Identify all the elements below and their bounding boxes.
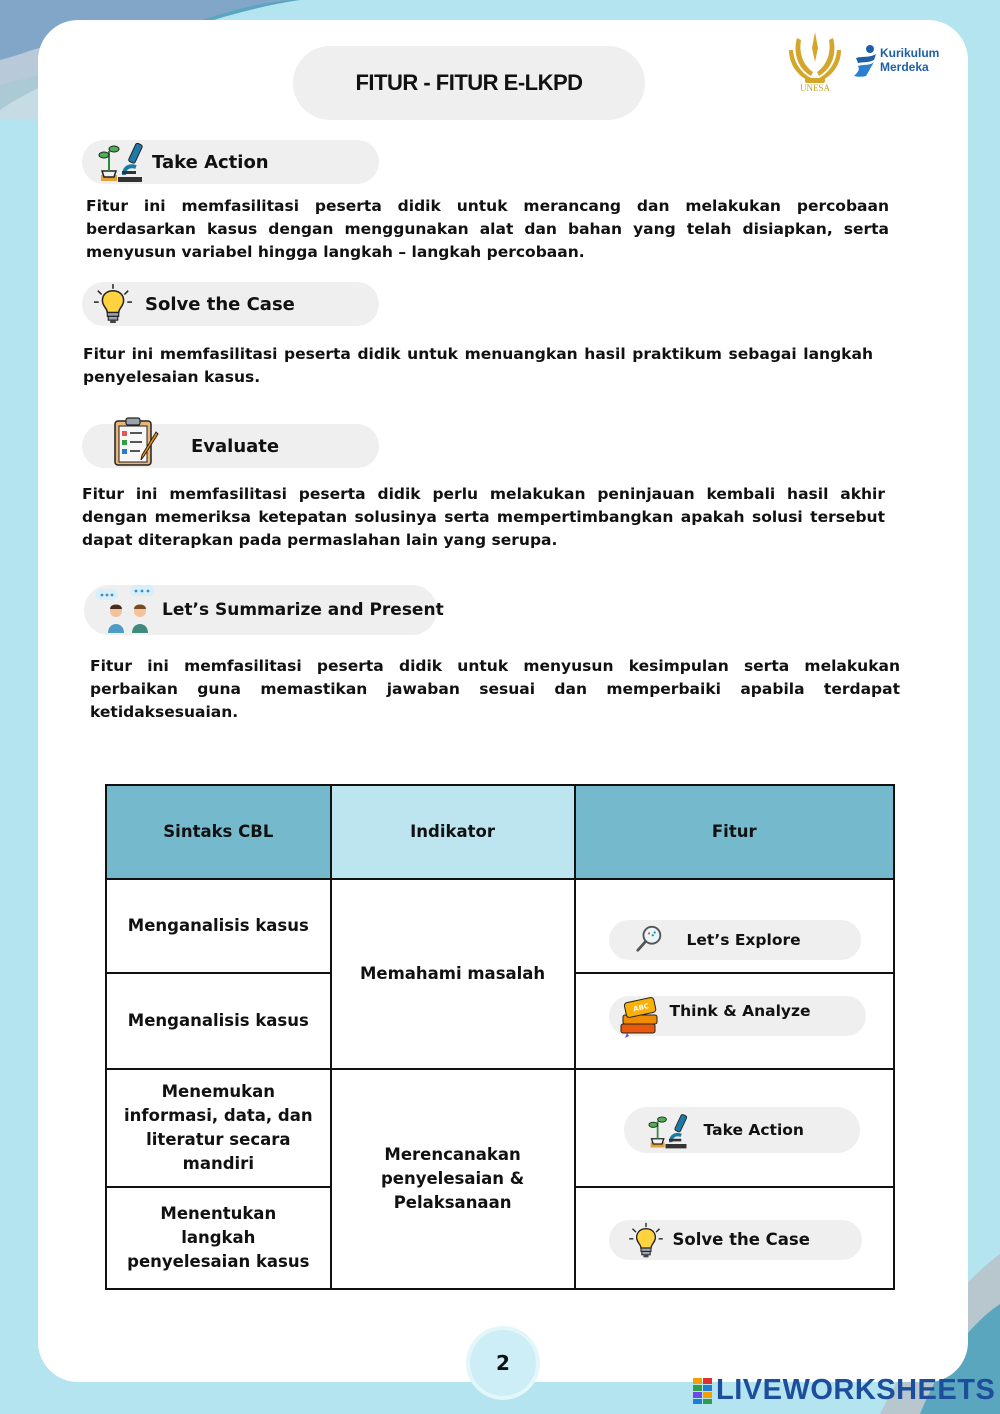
table-cell-sintaks: Menganalisis kasus — [106, 973, 331, 1069]
section-evaluate-pill — [82, 424, 379, 468]
liveworksheets-text: LIVEWORKSHEETS — [716, 1374, 996, 1406]
table-cell-fitur — [575, 973, 894, 1069]
table-cell-sintaks: Menentukan langkah penyelesaian kasus — [106, 1187, 331, 1289]
table-cell-indikator: Memahami masalah — [331, 879, 575, 1069]
cbl-feature-table — [105, 784, 895, 1290]
feature-label: Think & Analyze — [669, 1002, 811, 1020]
section-description: Fitur ini memfasilitasi peserta didik untuk merancang dan melakukan percobaan berdasarkan kasus dengan menggunakan alat dan bahan yang telah disiapkan, serta menyusun variabel hingga langkah – langkah percobaan. — [86, 197, 889, 261]
discussion-people-icon — [94, 585, 166, 635]
clipboard-checklist-icon — [112, 416, 162, 468]
section-description: Fitur ini memfasilitasi peserta didik perlu melakukan peninjauan kembali hasil akhir dengan memeriksa ketepatan solusinya serta mempertimbangkan apakah solusi tersebut dapat diterapkan pada permaslahan lain yang serupa. — [82, 485, 885, 549]
table-cell-sintaks: Menemukan informasi, data, dan literatur secara mandiri — [106, 1069, 331, 1187]
table-cell-fitur — [575, 1187, 894, 1289]
section-title: Let’s Summarize and Present — [162, 600, 444, 620]
table-header-sintaks: Sintaks CBL — [106, 785, 331, 879]
plant-microscope-icon — [648, 1109, 690, 1151]
section-take-action-pill — [82, 140, 379, 184]
feature-solve-the-case — [609, 1220, 862, 1260]
table-cell-fitur — [575, 879, 894, 973]
table-header-indikator: Indikator — [331, 785, 575, 879]
feature-label: Take Action — [703, 1121, 804, 1139]
table-cell-fitur — [575, 1069, 894, 1187]
section-title: Take Action — [152, 151, 269, 173]
feature-think-analyze — [609, 996, 866, 1036]
magnifier-icon — [635, 924, 665, 954]
page-title: FITUR - FITUR E-LKPD — [293, 46, 645, 120]
svg-text:ABC: ABC — [632, 1002, 650, 1014]
kurikulum-merdeka-logo-text: Kurikulum Merdeka — [880, 46, 940, 74]
books-icon — [615, 994, 667, 1038]
feature-take-action — [624, 1107, 860, 1153]
liveworksheets-logo-icon — [693, 1378, 713, 1404]
section-summarize-present-pill — [84, 585, 444, 635]
section-description: Fitur ini memfasilitasi peserta didik untuk menyusun kesimpulan serta melakukan perbaikan guna memastikan jawaban sesuai dan memperbaiki apabila terdapat ketidaksesuaian. — [90, 657, 900, 721]
table-cell-sintaks: Menganalisis kasus — [106, 879, 331, 973]
section-title: Solve the Case — [145, 293, 295, 315]
page-number: 2 — [470, 1330, 536, 1396]
lightbulb-icon — [629, 1222, 663, 1259]
kurikulum-merdeka-logo-icon — [852, 44, 882, 80]
table-header-fitur: Fitur — [575, 785, 894, 879]
feature-label: Let’s Explore — [686, 931, 801, 949]
feature-lets-explore — [609, 920, 861, 960]
section-title: Evaluate — [191, 435, 280, 457]
section-solve-the-case-pill — [82, 282, 379, 326]
unesa-logo-text: UNESA — [799, 83, 830, 93]
section-description: Fitur ini memfasilitasi peserta didik untuk menuangkan hasil praktikum sebagai langkah penyelesaian kasus. — [83, 345, 873, 386]
table-cell-indikator: Merencanakan penyelesaian & Pelaksanaan — [331, 1069, 575, 1289]
liveworksheets-watermark — [693, 1374, 995, 1407]
feature-label: Solve the Case — [672, 1230, 810, 1249]
plant-microscope-icon — [98, 137, 146, 185]
lightbulb-icon — [94, 283, 132, 325]
